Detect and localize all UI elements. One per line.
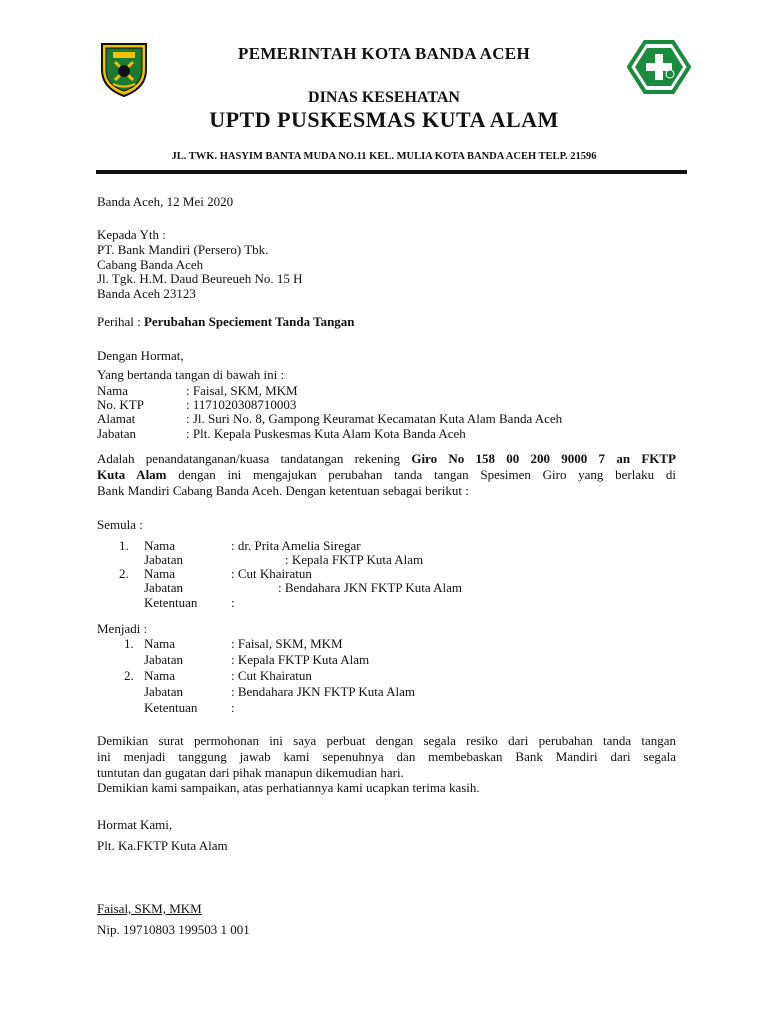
- account-owner: Kuta Alam: [97, 467, 167, 482]
- paragraph-text: Adalah penandatanganan/kuasa tandatangan rekening: [97, 451, 412, 466]
- department-heading: DINAS KESEHATAN: [308, 89, 460, 106]
- list-label: Jabatan: [144, 652, 183, 667]
- list-label: Nama: [144, 668, 176, 683]
- signer-name: Faisal, SKM, MKM: [97, 901, 202, 916]
- identity-label: No. KTP: [97, 397, 144, 412]
- greeting: Dengan Hormat,: [97, 348, 184, 363]
- recipient-line: Jl. Tgk. H.M. Daud Beureueh No. 15 H: [97, 271, 303, 286]
- identity-value: : 1171020308710003: [186, 397, 297, 412]
- identity-value: : Plt. Kepala Puskesmas Kuta Alam Kota Banda Aceh: [186, 426, 466, 441]
- list-value: : Kepala FKTP Kuta Alam: [285, 552, 424, 567]
- paragraph-line: [97, 451, 676, 467]
- subject-text: Perubahan Speciement Tanda Tangan: [143, 314, 355, 329]
- list-value: : Faisal, SKM, MKM: [231, 636, 343, 651]
- subject-line: [97, 314, 355, 330]
- address-line: JL. TWK. HASYIM BANTA MUDA NO.11 KEL. MULIA KOTA BANDA ACEH TELP. 21596: [171, 151, 597, 162]
- identity-label: Nama: [97, 383, 129, 398]
- list-number: 2.: [124, 668, 134, 683]
- recipient-line: Banda Aceh 23123: [97, 286, 196, 301]
- closing-line: Demikian surat permohonan ini saya perbuat dengan segala resiko dari perubahan tanda tangan: [97, 733, 676, 748]
- closing-line: ini menjadi tanggung jawab kami sepenuhnya dan membebaskan Bank Mandiri dari segala: [97, 749, 676, 764]
- regards: Hormat Kami,: [97, 817, 173, 832]
- signer-position: Plt. Ka.FKTP Kuta Alam: [97, 838, 228, 853]
- subject-label: Perihal :: [97, 314, 144, 329]
- identity-value: : Jl. Suri No. 8, Gampong Keuramat Kecamatan Kuta Alam Banda Aceh: [186, 411, 563, 426]
- recipient-line: PT. Bank Mandiri (Persero) Tbk.: [97, 242, 269, 257]
- paragraph-line: [97, 467, 676, 483]
- new-section-title: Menjadi :: [97, 621, 148, 636]
- list-label: Nama: [144, 538, 176, 553]
- list-value: : Cut Khairatun: [231, 668, 312, 683]
- list-number: 1.: [124, 636, 134, 651]
- list-label: Jabatan: [144, 580, 183, 595]
- list-label: Ketentuan: [144, 700, 198, 715]
- paragraph-text: dengan ini mengajukan perubahan tanda tangan Spesimen Giro yang berlaku di: [166, 467, 676, 482]
- list-label: Nama: [144, 566, 176, 581]
- closing-line: Demikian kami sampaikan, atas perhatiannya kami ucapkan terima kasih.: [97, 780, 480, 795]
- government-heading: PEMERINTAH KOTA BANDA ACEH: [238, 44, 530, 63]
- list-value: : dr. Prita Amelia Siregar: [231, 538, 361, 553]
- list-number: 2.: [119, 566, 129, 581]
- place-date: Banda Aceh, 12 Mei 2020: [97, 194, 234, 209]
- list-label: Ketentuan: [144, 595, 198, 610]
- list-label: Nama: [144, 636, 176, 651]
- list-label: Jabatan: [144, 684, 183, 699]
- identity-value: : Faisal, SKM, MKM: [186, 383, 298, 398]
- recipient-line: Kepada Yth :: [97, 227, 166, 242]
- list-value: : Cut Khairatun: [231, 566, 312, 581]
- identity-label: Jabatan: [97, 426, 136, 441]
- list-value: :: [231, 700, 235, 715]
- list-number: 1.: [119, 538, 129, 553]
- list-value: : Kepala FKTP Kuta Alam: [231, 652, 370, 667]
- recipient-line: Cabang Banda Aceh: [97, 257, 204, 272]
- list-value: : Bendahara JKN FKTP Kuta Alam: [231, 684, 416, 699]
- list-value: :: [231, 595, 235, 610]
- institution-heading: UPTD PUSKESMAS KUTA ALAM: [209, 107, 559, 132]
- account-number: Giro No 158 00 200 9000 7 an FKTP: [411, 451, 676, 466]
- list-label: Jabatan: [144, 552, 183, 567]
- header-divider: [96, 170, 687, 174]
- intro-line: Yang bertanda tangan di bawah ini :: [97, 367, 285, 382]
- paragraph-line: Bank Mandiri Cabang Banda Aceh. Dengan ketentuan sebagai berikut :: [97, 483, 469, 498]
- previous-section-title: Semula :: [97, 517, 143, 532]
- closing-line: tuntutan dan gugatan dari pihak manapun dikemudian hari.: [97, 765, 404, 780]
- list-value: : Bendahara JKN FKTP Kuta Alam: [278, 580, 463, 595]
- identity-label: Alamat: [97, 411, 136, 426]
- signer-nip: Nip. 19710803 199503 1 001: [97, 922, 250, 937]
